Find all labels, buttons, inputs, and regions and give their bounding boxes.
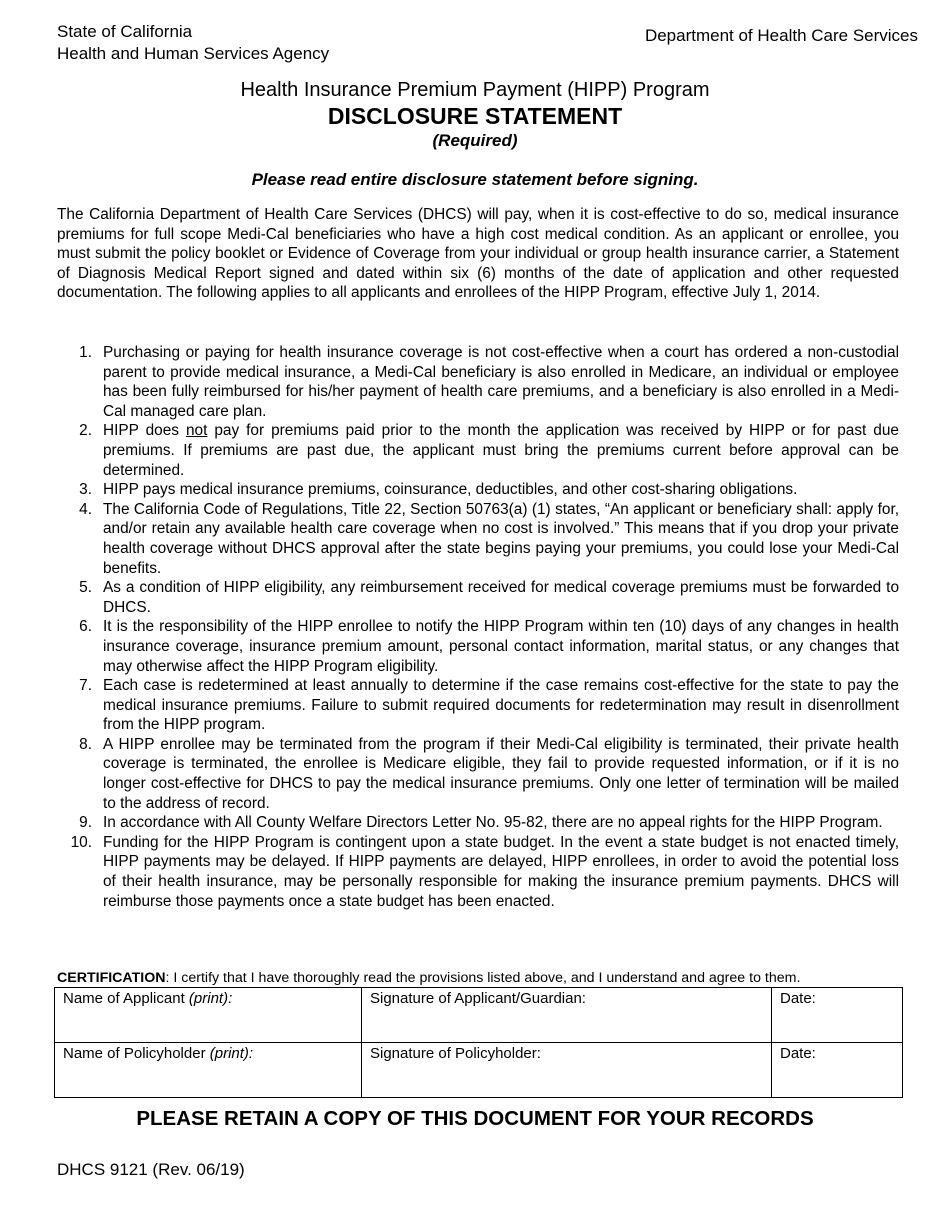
required-label: (Required) [432,131,518,150]
read-instruction: Please read entire disclosure statement before signing. [251,170,699,189]
item-text: HIPP pays medical insurance premiums, coinsurance, deductibles, and other cost-sharing obligations. [103,481,798,499]
applicant-date-field[interactable] [772,988,903,1043]
certification-text: : I certify that I have thoroughly read the provisions listed above, and I understand and agree to them. [165,970,801,986]
agency-name: Health and Human Services Agency [57,44,330,63]
item-text-end: pay for premiums paid prior to the month the application was received by HIPP or for past due premiums. If premiums are past due, the applicant must bring the premiums current before approval can be determined. [103,422,899,479]
list-item [57,676,899,735]
applicant-name-label: Name of Applicant [63,990,189,1007]
date-label: Date: [780,1045,816,1062]
policyholder-name-label: Name of Policyholder [63,1045,210,1062]
applicant-name-hint: (print): [188,990,233,1007]
agency-header [57,21,329,65]
item-number: 3. [79,481,92,499]
form-id: DHCS 9121 (Rev. 06/19) [57,1160,245,1179]
list-item [57,813,899,833]
policyholder-name-hint: (print): [209,1045,254,1062]
applicant-signature-field[interactable] [362,988,772,1043]
signature-table [54,987,903,1098]
certification-statement [57,969,902,987]
list-item [57,343,899,421]
item-text: Purchasing or paying for health insurance coverage is not cost-effective when a court has ordered a non-custodial parent to provide medical insurance, a Medi-Cal beneficiary is also enrolled in Medicare, an individual or employee has been fully reimbursed for his/her payment of health care premiums, and a beneficiary is also enrolled in a Medi-Cal managed care plan. [103,344,899,420]
list-item [57,578,899,617]
item-number: 8. [79,735,92,753]
item-number: 4. [79,500,92,518]
item-text: A HIPP enrollee may be terminated from the program if their Medi-Cal eligibility is terminated, their private health coverage is terminated, the enrollee is Medicare eligible, they fail to provide requested information, or if it is no longer cost-effective for DHCS to pay the medical insurance premiums. Only one letter of termination will be mailed to the address of record. [103,735,899,812]
list-item [57,735,899,813]
item-text: The California Code of Regulations, Title 22, Section 50763(a) (1) states, “An applicant or beneficiary shall: apply for, and/or retain any available health care coverage when no cost is involved.” This means that if you drop your private health coverage without DHCS approval after the state begins paying your premiums, you could lose your Medi-Cal benefits. [103,500,899,577]
policyholder-signature-field[interactable] [362,1043,772,1098]
table-row [55,988,903,1043]
item-text: In accordance with All County Welfare Directors Letter No. 95-82, there are no appeal rights for the HIPP Program. [103,814,883,832]
list-item [57,833,899,911]
list-item [57,617,899,676]
item-number: 5. [79,579,92,597]
item-number: 6. [79,618,92,636]
item-text: As a condition of HIPP eligibility, any reimbursement received for medical coverage premiums must be forwarded to DHCS. [103,579,899,616]
item-number: 9. [79,814,92,832]
item-number: 7. [79,677,92,695]
item-text: Funding for the HIPP Program is contingent upon a state budget. In the event a state budget is not enacted timely, HIPP payments may be delayed. If HIPP payments are delayed, HIPP enrollees, in order to avoid the potential loss of their health insurance, may be personally responsible for making the insurance premium payments. DHCS will reimburse those payments once a state budget has been enacted. [103,833,899,910]
retain-copy-notice: PLEASE RETAIN A COPY OF THIS DOCUMENT FOR YOUR RECORDS [136,1107,814,1130]
applicant-signature-label: Signature of Applicant/Guardian: [370,990,586,1007]
list-item [57,480,899,500]
program-title: Health Insurance Premium Payment (HIPP) Program [240,79,710,101]
department-name: Department of Health Care Services [644,26,918,45]
page-title: DISCLOSURE STATEMENT [327,103,623,129]
policyholder-name-field[interactable] [55,1043,362,1098]
item-text: Each case is redetermined at least annually to determine if the case remains cost-effective for the state to pay the medical insurance premiums. Failure to submit required documents for redetermination may result in disenrollment from the HIPP program. [103,677,899,734]
list-item [57,421,899,480]
provisions-list [57,343,899,911]
item-text: It is the responsibility of the HIPP enrollee to notify the HIPP Program within ten (10) days of any changes in health insurance coverage, insurance premium amount, personal contact information, marital status, or any changes that may otherwise affect the HIPP Program eligibility. [103,618,899,675]
item-number: 1. [79,344,92,361]
policyholder-date-field[interactable] [772,1043,903,1098]
item-number: 10. [70,833,92,851]
item-emphasis: not [185,422,208,440]
table-row [55,1043,903,1098]
list-item [57,500,899,578]
title-block [0,77,950,152]
date-label: Date: [780,990,816,1007]
state-name: State of California [57,22,193,41]
item-text-start: HIPP does [103,422,186,440]
policyholder-signature-label: Signature of Policyholder: [370,1045,541,1062]
item-number: 2. [79,422,92,440]
applicant-name-field[interactable] [55,988,362,1043]
certification-label: CERTIFICATION [57,970,166,986]
intro-paragraph: The California Department of Health Care Services (DHCS) will pay, when it is cost-effective to do so, medical insurance premiums for full scope Medi-Cal beneficiaries who have a high cost medical condition. As an applicant or enrollee, you must submit the policy booklet or Evidence of Coverage from your individual or group health insurance carrier, a Statement of Diagnosis Medical Report signed and dated within six (6) months of the date of application and other requested documentation. The following applies to all applicants and enrollees of the HIPP Program, effective July 1, 2014. [57,206,899,302]
